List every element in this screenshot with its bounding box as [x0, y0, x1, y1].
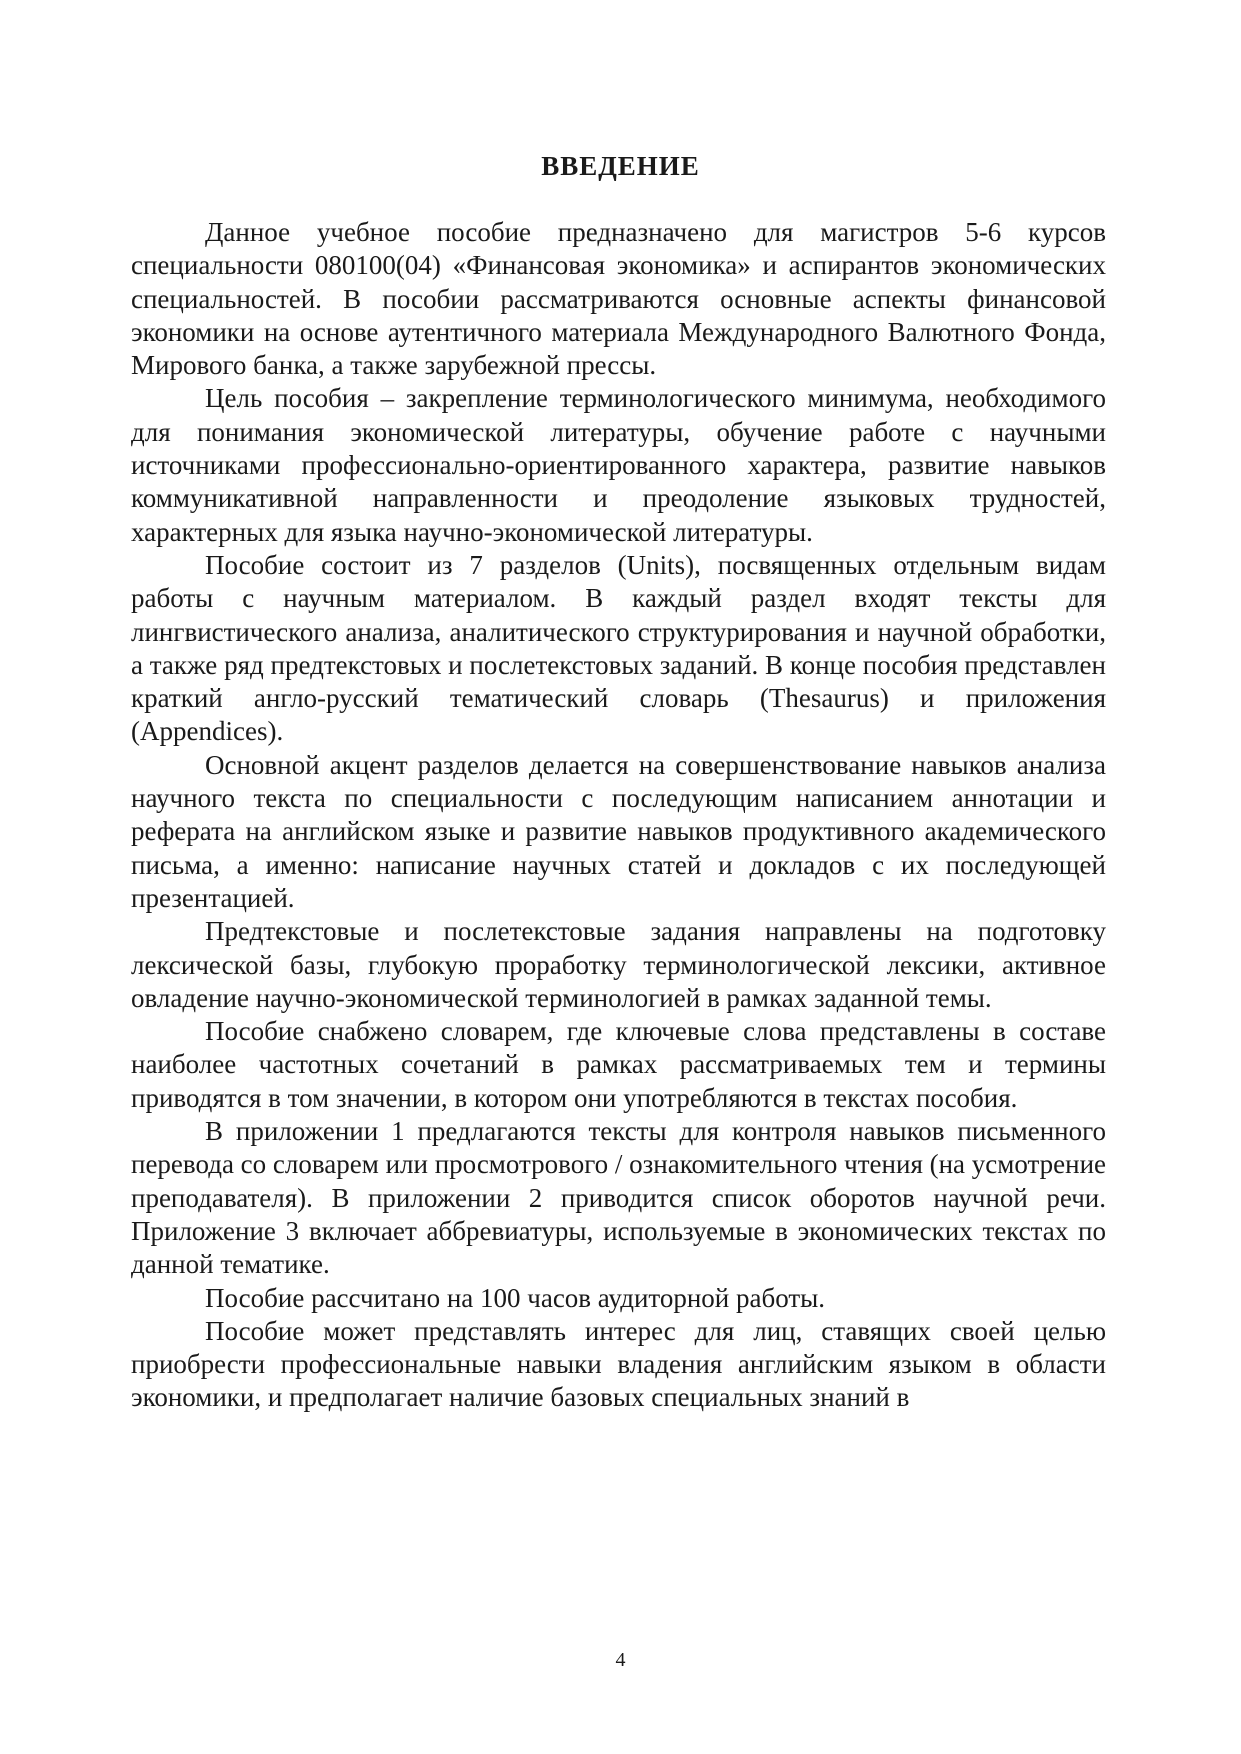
paragraph-appendices: В приложении 1 предлагаются тексты для контроля навыков письменного перевода со словарем или просмотрового / ознакомительного чтения (на усмотрение преподавателя). В приложении 2 приводится список оборотов научной речи. Приложение 3 включает аббревиатуры, используемые в экономических текстах по данной тематике. — [131, 1116, 1106, 1280]
paragraph-intro: Данное учебное пособие предназначено для магистров 5-6 курсов специальности 080100(04) «Финансовая экономика» и аспирантов экономических специальностей. В пособии рассматриваются основные аспекты финансовой экономики на основе аутентичного материала Международного Валютного Фонда, Мирового банка, а также зарубежной прессы. — [131, 217, 1106, 381]
paragraph-focus: Основной акцент разделов делается на совершенствование навыков анализа научного текста по специальности с последующим написанием аннотации и реферата на английском языке и развитие навыков продуктивного академического письма, а именно: написание научных статей и докладов с их последующей презентацией. — [131, 749, 1106, 913]
paragraph-structure: Пособие состоит из 7 разделов (Units), посвященных отдельным видам работы с научным материалом. В каждый раздел входят тексты для лингвистического анализа, аналитического структурирования и научной обработки, а также ряд предтекстовых и послетекстовых заданий. В конце пособия представлен краткий англо-русский тематический словарь (Thesaurus) и приложения (Appendices). — [131, 549, 1106, 747]
paragraph-audience: Пособие может представлять интерес для лиц, ставящих своей целью приобрести профессиональные навыки владения английским языком в области экономики, и предполагает наличие базовых специальных знаний в — [131, 1315, 1106, 1413]
paragraph-dictionary: Пособие снабжено словарем, где ключевые слова представлены в составе наиболее частотных сочетаний в рамках рассматриваемых тем и термины приводятся в том значении, в котором они употребляются в текстах пособия. — [131, 1016, 1106, 1113]
paragraph-goal: Цель пособия – закрепление терминологического минимума, необходимого для понимания экономической литературы, обучение работе с научными источниками профессионально-ориентированного характера, развитие навыков коммуникативной направленности и преодоление языковых трудностей, характерных для языка научно-экономической литературы. — [131, 383, 1106, 547]
paragraph-tasks: Предтекстовые и послетекстовые задания направлены на подготовку лексической базы, глубокую проработку терминологической лексики, активное овладение научно-экономической терминологией в рамках заданной темы. — [131, 916, 1106, 1013]
page-number: 4 — [615, 1649, 626, 1671]
paragraph-hours: Пособие рассчитано на 100 часов аудиторной работы. — [205, 1282, 826, 1313]
body-text — [131, 216, 1106, 1415]
page-title: ВВЕДЕНИЕ — [541, 151, 700, 181]
